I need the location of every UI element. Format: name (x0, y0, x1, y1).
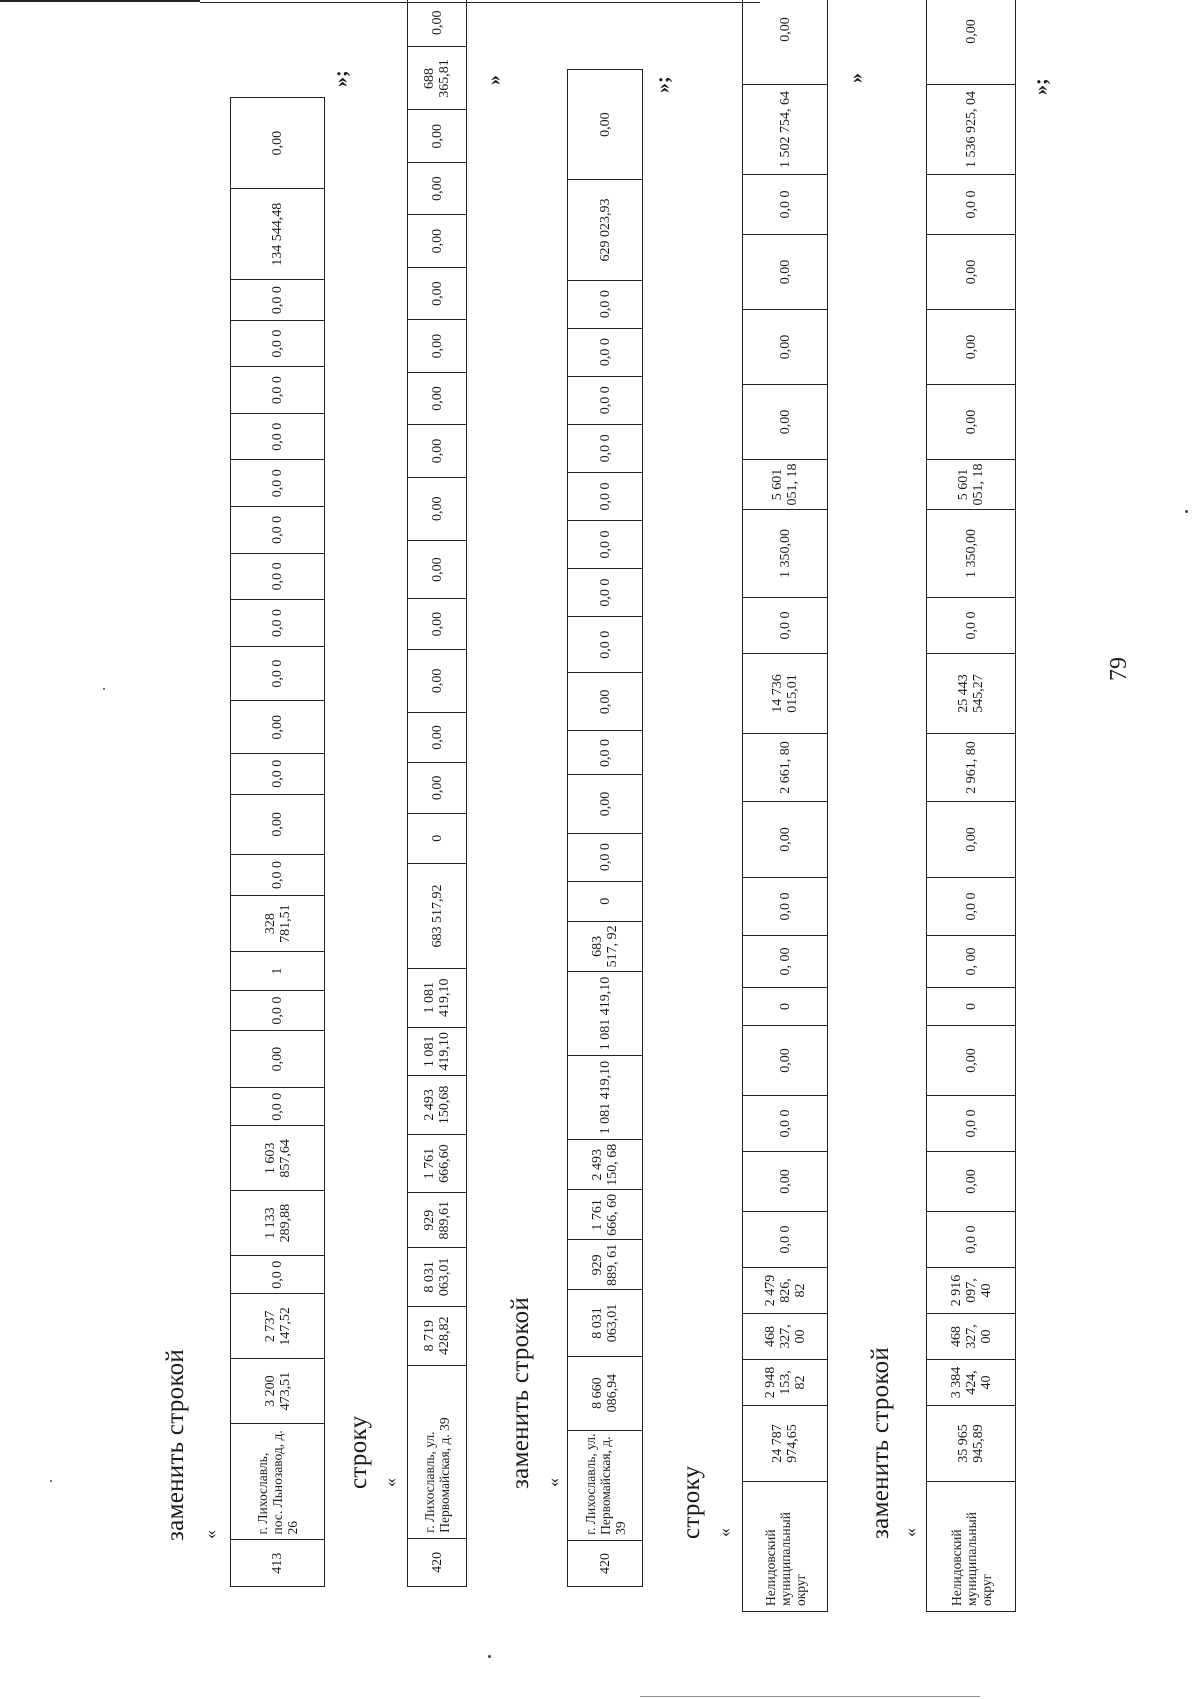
table-cell: 683 517,92 (408, 863, 467, 968)
table-cell: 0,00 (743, 0, 828, 85)
table-cell: 0,0 0 (743, 175, 828, 235)
table-cell: 413 (231, 1540, 325, 1587)
open-quote: « (380, 1478, 400, 1487)
table-cell: 0, 00 (927, 936, 1016, 988)
table-cell: 0,0 0 (231, 855, 325, 895)
table-cell: 5 601 051, 18 (927, 460, 1016, 510)
table-cell: 0,0 0 (231, 553, 325, 600)
table-cell: 0,00 (743, 1152, 828, 1212)
table-cell: 1 502 754, 64 (743, 85, 828, 175)
open-quote: « (543, 1478, 563, 1487)
page-number: 79 (1106, 657, 1132, 681)
table-row (568, 70, 643, 1587)
table-cell: 683 517, 92 (568, 921, 643, 971)
table-cell: 3 200 473,51 (231, 1359, 325, 1424)
table-cell: 8 719 428,82 (408, 1306, 467, 1365)
table-cell: 0,0 0 (231, 646, 325, 701)
table-cell: 0,0 0 (568, 521, 643, 569)
table-cell: 0,00 (408, 372, 467, 424)
table-cell: 0,00 (408, 599, 467, 649)
table-cell: 0,0 0 (231, 1088, 325, 1126)
table-cell: 0 (408, 813, 467, 863)
replace-label: заменить строкой (867, 1346, 894, 1539)
table-cell: 0,00 (231, 794, 325, 855)
open-quote: « (714, 1528, 734, 1537)
table-cell: 1 081 419,10 (408, 968, 467, 1027)
table-cell: 0,0 0 (568, 731, 643, 775)
table-cell: 8 031 063,01 (568, 1290, 643, 1356)
table-cell: 1 (231, 952, 325, 990)
table-row (408, 0, 467, 1587)
table-cell: 1 350,00 (927, 510, 1016, 598)
table-cell: 0,0 0 (927, 1212, 1016, 1268)
table-cell: 0,00 (927, 385, 1016, 460)
amendment-table-nelidovsky-new (926, 0, 1016, 1612)
table-cell: 0,0 0 (568, 376, 643, 424)
table-cell: 629 023,93 (568, 180, 643, 280)
table-cell: 0,00 (927, 235, 1016, 310)
table-cell: 0,0 0 (231, 460, 325, 507)
close-quote: » (483, 75, 505, 85)
table-cell: 0,0 0 (231, 320, 325, 367)
table-cell: 0,00 (927, 1152, 1016, 1212)
table-cell: 0,0 0 (927, 1096, 1016, 1152)
table-cell: 1 603 857,64 (231, 1126, 325, 1191)
table-cell: 1 081 419,10 (568, 971, 643, 1055)
table-cell: 0,00 (408, 540, 467, 599)
table-cell: 468 327, 00 (927, 1314, 1016, 1360)
table-cell: 0,00 (927, 0, 1016, 85)
table-cell: 14 736 015,01 (743, 654, 828, 734)
table-cell: 1 761 666,60 (408, 1134, 467, 1193)
row-label: строку (678, 1465, 705, 1539)
table-cell: 0,0 0 (231, 600, 325, 647)
table-cell: 1 761 666, 60 (568, 1190, 643, 1240)
table-cell: 0, 00 (743, 936, 828, 988)
table-cell: 24 787 974,65 (743, 1406, 828, 1482)
amendment-table-nelidovsky-old (742, 0, 828, 1612)
table-cell: 0,00 (231, 1031, 325, 1088)
table-cell: 0,00 (408, 162, 467, 214)
table-row (743, 0, 828, 1612)
table-cell: 8 660 086,94 (568, 1356, 643, 1430)
table-cell: 0,00 (743, 310, 828, 385)
table-cell: 0,00 (408, 110, 467, 162)
table-cell: 688 365,81 (408, 47, 467, 110)
table-cell: 1 133 289,88 (231, 1191, 325, 1256)
table-row (927, 0, 1016, 1612)
table-cell: 0,0 0 (231, 1256, 325, 1294)
table-cell: 2 737 147,52 (231, 1294, 325, 1359)
table-cell: 0,00 (408, 425, 467, 477)
table-cell: 420 (568, 1540, 643, 1586)
row-label: строку (345, 1415, 372, 1489)
table-cell: 0,0 0 (231, 367, 325, 414)
table-cell: 25 443 545,27 (927, 654, 1016, 734)
table-cell: 0,00 (408, 649, 467, 712)
table-cell: 2 493 150, 68 (568, 1140, 643, 1190)
table-cell: 0,0 0 (927, 175, 1016, 235)
open-quote: « (900, 1528, 920, 1537)
table-cell: 0 (568, 881, 643, 921)
table-cell: 0,00 (927, 802, 1016, 878)
table-cell: 0,0 0 (568, 472, 643, 520)
table-cell: 0,0 0 (743, 598, 828, 654)
table-cell: 929 889, 61 (568, 1240, 643, 1290)
table-cell: 0,00 (743, 385, 828, 460)
table-cell: 0,00 (568, 775, 643, 833)
close-quote: »; (652, 76, 674, 93)
table-cell: 2 916 097, 40 (927, 1268, 1016, 1314)
amendment-table-row-420-new (567, 69, 643, 1587)
table-cell: 1 350,00 (743, 510, 828, 598)
amendment-table-row-420-old (407, 0, 467, 1587)
table-cell: 5 601 051, 18 (743, 460, 828, 510)
amendment-table-row-413 (230, 97, 325, 1587)
table-cell: 0,00 (743, 802, 828, 878)
table-cell: 0,0 0 (231, 507, 325, 554)
table-cell: 0,00 (408, 477, 467, 540)
table-cell: 2 493 150,68 (408, 1075, 467, 1134)
close-quote: »; (330, 70, 352, 87)
table-cell: 2 961, 80 (927, 734, 1016, 802)
table-cell: 0,00 (408, 267, 467, 319)
table-cell: 929 889,61 (408, 1193, 467, 1248)
table-cell: 0,00 (408, 0, 467, 47)
table-cell: 0,00 (927, 310, 1016, 385)
table-cell: 0,0 0 (568, 328, 643, 376)
table-cell: 1 536 925, 04 (927, 85, 1016, 175)
replace-label: заменить строкой (507, 1296, 534, 1489)
table-cell: 0,0 0 (743, 878, 828, 936)
table-cell: 0,0 0 (568, 280, 643, 328)
table-cell: 0,00 (743, 235, 828, 310)
table-cell: 0,0 0 (568, 424, 643, 472)
table-row (231, 98, 325, 1587)
table-cell: 0,00 (231, 98, 325, 189)
table-cell: 0,0 0 (743, 1096, 828, 1152)
table-cell: 0,0 0 (927, 878, 1016, 936)
table-cell: 0,0 0 (231, 754, 325, 794)
table-cell: 1 081 419,10 (408, 1027, 467, 1075)
close-quote: »; (1030, 78, 1052, 95)
open-quote: « (200, 1530, 220, 1539)
table-cell: 2 948 153, 82 (743, 1360, 828, 1406)
table-cell: 420 (408, 1538, 467, 1586)
replace-label: заменить строкой (162, 1348, 189, 1541)
table-cell: 468 327, 00 (743, 1314, 828, 1360)
table-cell: 0,00 (231, 701, 325, 754)
table-cell: 0,0 0 (231, 280, 325, 320)
table-cell: 0,00 (568, 673, 643, 731)
table-cell: Нелидовский муниципальный округ (743, 1482, 828, 1612)
table-cell: 35 965 945,89 (927, 1406, 1016, 1482)
table-cell: 3 384 424, 40 (927, 1360, 1016, 1406)
table-cell: 0,0 0 (568, 617, 643, 673)
table-cell: 134 544,48 (231, 189, 325, 280)
table-cell: 0 (743, 988, 828, 1026)
table-cell: 2 479 826, 82 (743, 1268, 828, 1314)
table-cell: 0,00 (568, 70, 643, 180)
table-cell: Нелидовский муниципальный округ (927, 1482, 1016, 1612)
table-cell: 0,0 0 (927, 598, 1016, 654)
table-cell: 0,00 (408, 712, 467, 762)
table-cell: г. Лихославль, ул. Первомайская, д. 39 (568, 1430, 643, 1540)
table-cell: 2 661, 80 (743, 734, 828, 802)
table-cell: 0,00 (408, 215, 467, 267)
table-cell: 1 081 419,10 (568, 1056, 643, 1140)
table-cell: 328 781,51 (231, 895, 325, 952)
table-cell: 0,0 0 (743, 1212, 828, 1268)
table-cell: 0 (927, 988, 1016, 1026)
table-cell: г. Лихославль, ул. Первомайская, д. 39 (408, 1365, 467, 1538)
table-cell: 0,0 0 (231, 990, 325, 1030)
table-cell: 0,0 0 (568, 569, 643, 617)
table-cell: г. Лихославль, пос. Льнозавод, д. 26 (231, 1424, 325, 1540)
table-cell: 8 031 063,01 (408, 1248, 467, 1307)
table-cell: 0,00 (408, 320, 467, 372)
table-cell: 0,00 (408, 763, 467, 813)
close-quote: » (845, 73, 867, 83)
table-cell: 0,00 (927, 1026, 1016, 1096)
table-cell: 0,00 (743, 1026, 828, 1096)
table-cell: 0,0 0 (568, 833, 643, 881)
table-cell: 0,0 0 (231, 413, 325, 460)
